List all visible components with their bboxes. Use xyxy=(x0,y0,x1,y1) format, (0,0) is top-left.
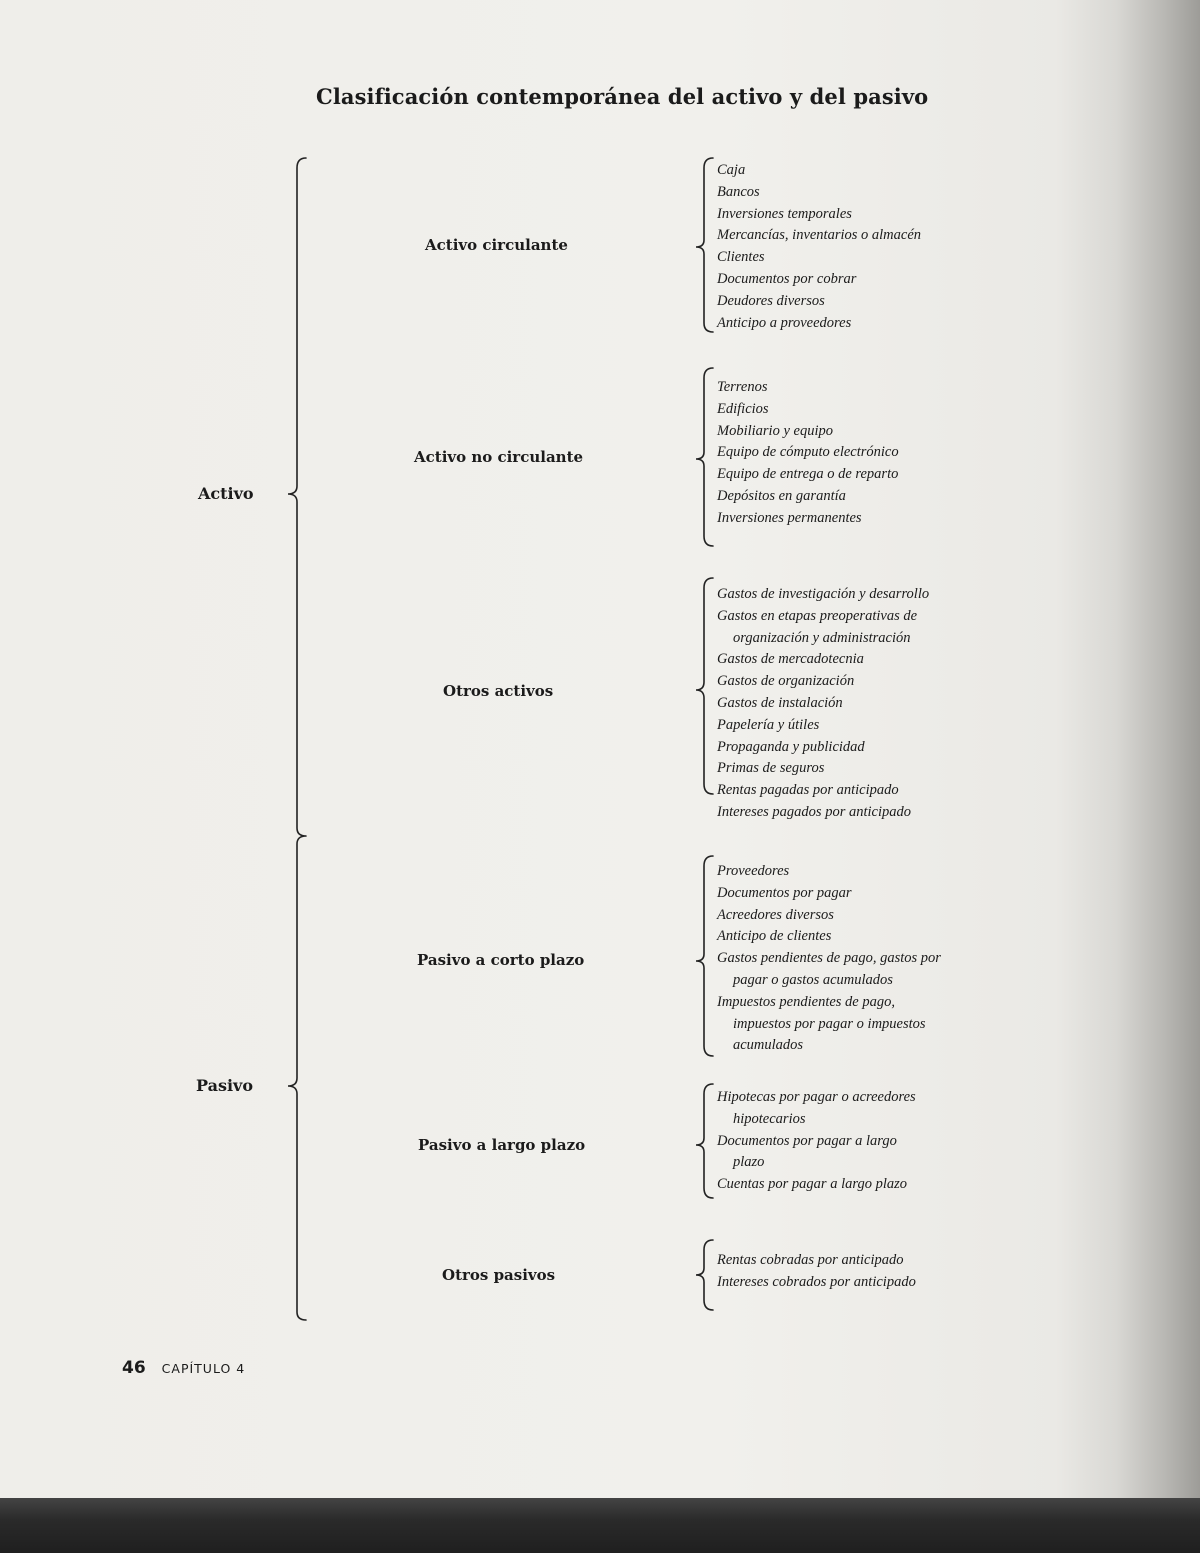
list-activo-no-circulante xyxy=(717,377,899,530)
list-item: Mobiliario y equipo xyxy=(717,422,833,439)
page-number: 46 xyxy=(122,1358,146,1378)
brace-pasivo-corto xyxy=(696,856,713,1056)
list-item: impuestos por pagar o impuestos xyxy=(733,1015,926,1032)
list-item: Inversiones permanentes xyxy=(717,509,862,526)
brace-activo-no-circulante xyxy=(696,368,713,546)
list-item: Rentas pagadas por anticipado xyxy=(717,782,899,799)
label-otros-activos: Otros activos xyxy=(443,682,554,700)
list-item: Propaganda y publicidad xyxy=(717,738,865,755)
list-item: Primas de seguros xyxy=(717,760,825,777)
list-item: Proveedores xyxy=(717,863,790,879)
list-item: pagar o gastos acumulados xyxy=(733,971,893,988)
list-otros-pasivos xyxy=(717,1250,916,1294)
list-item: Gastos de investigación y desarrollo xyxy=(717,586,930,602)
diagram-title: Clasificación contemporánea del activo y del pasivo xyxy=(316,84,929,109)
list-activo-circulante xyxy=(717,160,921,334)
label-pasivo-largo: Pasivo a largo plazo xyxy=(418,1136,586,1154)
list-item: Mercancías, inventarios o almacén xyxy=(717,227,922,244)
label-activo-no-circulante: Activo no circulante xyxy=(414,448,584,466)
brace-otros-pasivos xyxy=(696,1240,713,1310)
list-item: Acreedores diversos xyxy=(717,906,834,923)
list-item: plazo xyxy=(733,1154,765,1171)
list-item: Documentos por pagar xyxy=(717,884,852,901)
list-item: Inversiones temporales xyxy=(717,205,852,222)
brace-otros-activos xyxy=(696,578,713,794)
list-otros-activos xyxy=(717,584,929,824)
list-item: Papelería y útiles xyxy=(717,716,820,733)
list-item: Deudores diversos xyxy=(717,292,825,309)
list-item: Cuentas por pagar a largo plazo xyxy=(717,1176,907,1193)
list-item: acumulados xyxy=(733,1037,804,1054)
page-footer xyxy=(122,1358,245,1378)
brace-activo-circulante xyxy=(696,158,713,332)
list-item: Intereses pagados por anticipado xyxy=(717,803,911,820)
list-item: Edificios xyxy=(717,400,769,417)
label-otros-pasivos: Otros pasivos xyxy=(442,1266,556,1284)
list-item: Intereses cobrados por anticipado xyxy=(717,1273,916,1290)
list-item: Gastos de organización xyxy=(717,673,855,690)
list-item: hipotecarios xyxy=(733,1110,806,1127)
list-item: Bancos xyxy=(717,183,760,200)
list-item: Rentas cobradas por anticipado xyxy=(717,1252,904,1268)
list-item: Caja xyxy=(717,162,746,178)
scan-bottom-edge xyxy=(0,1498,1200,1553)
label-activo: Activo xyxy=(198,484,254,503)
list-item: Documentos por pagar a largo xyxy=(717,1132,897,1149)
list-pasivo-largo xyxy=(717,1087,916,1196)
list-item: Documentos por cobrar xyxy=(717,270,857,287)
list-item: organización y administración xyxy=(733,629,911,646)
list-item: Equipo de cómputo electrónico xyxy=(717,444,899,461)
list-item: Clientes xyxy=(717,249,765,266)
list-item: Gastos en etapas preoperativas de xyxy=(717,607,918,624)
label-pasivo: Pasivo xyxy=(196,1076,254,1095)
list-item: Equipo de entrega o de reparto xyxy=(717,466,899,483)
list-item: Impuestos pendientes de pago, xyxy=(717,993,895,1010)
list-item: Anticipo de clientes xyxy=(717,928,832,945)
list-item: Terrenos xyxy=(717,379,768,395)
brace-pasivo-largo xyxy=(696,1084,713,1198)
chapter-label: CAPÍTULO 4 xyxy=(161,1361,246,1376)
list-item: Gastos pendientes de pago, gastos por xyxy=(717,950,941,967)
list-item: Gastos de mercadotecnia xyxy=(717,651,864,668)
brace-main xyxy=(288,158,306,1320)
label-pasivo-corto: Pasivo a corto plazo xyxy=(417,951,585,969)
label-activo-circulante: Activo circulante xyxy=(425,236,568,254)
list-pasivo-corto xyxy=(717,861,941,1057)
list-item: Hipotecas por pagar o acreedores xyxy=(717,1089,916,1105)
list-item: Gastos de instalación xyxy=(717,694,843,711)
list-item: Depósitos en garantía xyxy=(717,487,846,504)
list-item: Anticipo a proveedores xyxy=(717,314,852,331)
